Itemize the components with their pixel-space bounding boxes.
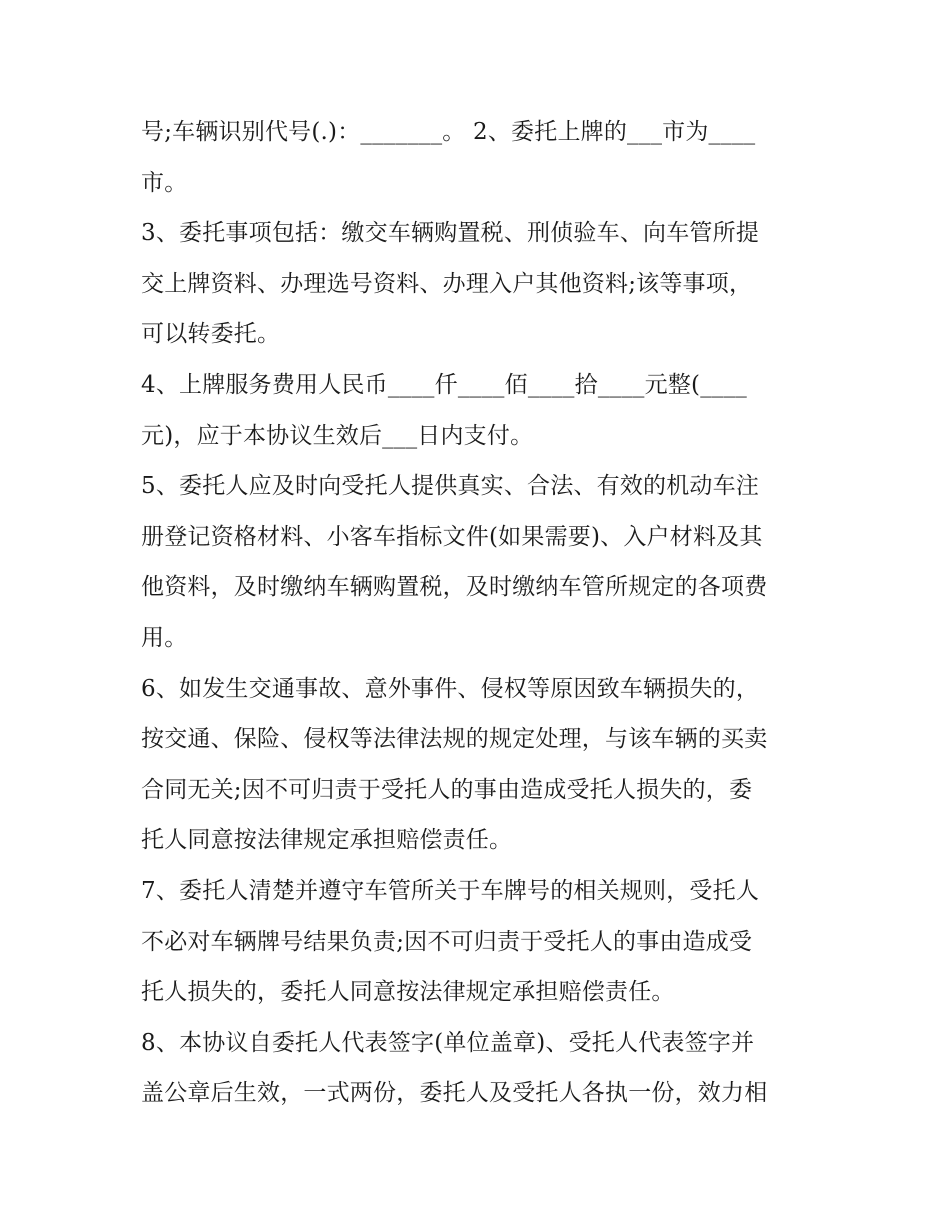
text-line: 6、如发生交通事故、意外事件、侵权等原因致车辆损失的， <box>141 675 760 702</box>
text-line: 市。 <box>141 169 188 196</box>
text-line: 交上牌资料、办理选号资料、办理入户其他资料;该等事项， <box>141 270 753 297</box>
text-line: 托人损失的，委托人同意按法律规定承担赔偿责任。 <box>141 979 675 1006</box>
text-line: 可以转委托。 <box>141 321 281 348</box>
text-line: 盖公章后生效，一式两份，委托人及受托人各执一份，效力相 <box>141 1080 768 1107</box>
text-line: 合同无关;因不可归责于受托人的事由造成受托人损失的，委 <box>141 776 753 803</box>
text-line: 他资料，及时缴纳车辆购置税，及时缴纳车管所规定的各项费 <box>141 574 768 601</box>
text-line: 号;车辆识别代号(.)：_______。 2、委托上牌的___市为____ <box>141 119 756 145</box>
text-line: 用。 <box>141 624 188 651</box>
text-line: 3、委托事项包括：缴交车辆购置税、刑侦验车、向车管所提 <box>141 220 760 247</box>
document-body <box>141 107 821 1119</box>
text-line: 4、上牌服务费用人民币____仟____佰____拾____元整(____ <box>141 371 748 398</box>
text-line: 8、本协议自委托人代表签字(单位盖章)、受托人代表签字并 <box>141 1029 755 1056</box>
text-line: 册登记资格材料、小客车指标文件(如果需要)、入户材料及其 <box>141 523 763 550</box>
text-line: 5、委托人应及时向受托人提供真实、合法、有效的机动车注 <box>141 473 760 500</box>
text-line: 元)，应于本协议生效后___日内支付。 <box>141 422 534 449</box>
text-line: 不必对车辆牌号结果负责;因不可归责于受托人的事由造成受 <box>141 928 753 955</box>
text-line: 7、委托人清楚并遵守车管所关于车牌号的相关规则，受托人 <box>141 877 760 904</box>
text-line: 托人同意按法律规定承担赔偿责任。 <box>141 827 513 854</box>
text-line: 按交通、保险、侵权等法律法规的规定处理，与该车辆的买卖 <box>141 726 768 753</box>
